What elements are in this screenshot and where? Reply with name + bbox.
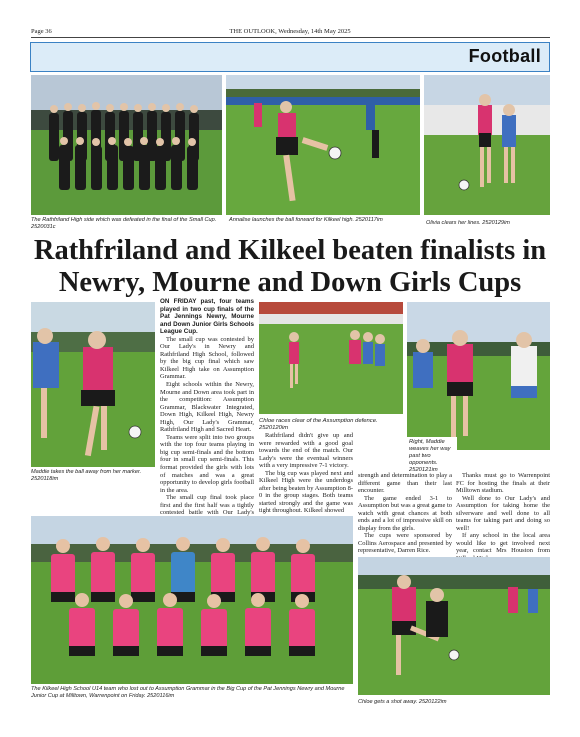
article-paragraph: The small cup was contested by Our Lady's in Newry and Rathfriland High School, followed by the big cup final which saw Kilkeel High take on Assumption Grammar.: [160, 335, 254, 381]
article-paragraph: strength and determination to play a different game than their last encounter.: [358, 472, 452, 495]
caption-top-right: Olivia clears her lines. 2520129im: [426, 220, 510, 226]
caption-top-left: The Rathfriland High side which was defeated in the final of the Small Cup. 2520031c: [31, 217, 217, 230]
article-paragraph: Rathfriland didn't give up and were rewarded with a good goal towards the end of the match. Our Lady's were the eventual winners with a very impressive 7-1 victory.: [259, 432, 353, 470]
caption-bottom-left: The Kilkeel High School U14 team who lost out to Assumption Grammar in the Big Cup of the Pat Jennings Newry and Mourne Junior Cup at Milltown, Warrenpoint on Friday. 2520116im: [31, 686, 345, 699]
article-column-2: [259, 432, 353, 515]
photo-chloe-races: [259, 302, 403, 414]
article-lead-paragraph: ON FRIDAY past, four teams played in two cup finals of the Pat Jennings Newry, Mourne and Down Junior Girls Schools League Cup.: [160, 298, 254, 336]
caption-mid-center: Chloe races clear of the Assumption defence. 2520120im: [259, 418, 378, 431]
article-paragraph: Thanks must go to Warrenpoint FC for hosting the finals at their Milltown stadium.: [456, 472, 550, 495]
photo-annalise-kick: [226, 75, 420, 215]
caption-top-middle: Annalise launches the ball forward for Kilkeel high. 2520117im: [229, 217, 383, 223]
article-paragraph: The cups were sponsored by Collins Aerospace and presented by representative, Darren Rice.: [358, 532, 452, 555]
masthead: THE OUTLOOK, Wednesday, 14th May 2025: [229, 28, 351, 35]
article-paragraph: The small cup final took place first and the first half was a tightly contested battle with Our Lady's: [160, 494, 254, 517]
section-banner: [30, 42, 550, 72]
article-paragraph: Well done to Our Lady's and Assumption for taking home the silverware and well done to all teams for taking part and doing so well!: [456, 494, 550, 532]
article-paragraph: The game ended 3-1 to Assumption but was a great game to watch with great chances at both ends and a lot of impressive skill on display from the girls.: [358, 494, 452, 532]
section-label: Football: [468, 46, 541, 66]
article-column-3: [358, 472, 452, 555]
article-paragraph: Eight schools within the Newry, Mourne and Down area took part in the competition: Assumption Grammar, Blackwater Integrated, Down High, Kilkeel High, Newry High, Our Lady's Grammar, Rathfriland High and Sacred Heart.: [160, 381, 254, 434]
caption-mid-right: Right, Maddie weaves her way past two opponents. 2520121im: [407, 437, 457, 476]
headline: Rathfriland and Kilkeel beaten finalists in Newry, Mourne and Down Girls Cups: [33, 235, 547, 298]
photo-olivia-clears: [424, 75, 550, 215]
article-column-1: [160, 298, 254, 547]
photo-chloe-shot: [358, 557, 550, 695]
article-paragraph: Teams were split into two groups with the top four teams playing in big cup semi-finals and the bottom four in small cup semi-finals. This format provided the girls with lots of matches and was a great opportunity to develop girls football in the area.: [160, 433, 254, 494]
caption-bottom-right: Chloe gets a shot away. 2520122im: [358, 699, 447, 705]
article-column-4: [456, 472, 550, 563]
header-rule: [31, 37, 550, 38]
photo-maddie-weaves: [407, 302, 550, 450]
photo-maddie-tackle: [31, 302, 155, 467]
photo-rathfriland-team: [31, 75, 222, 215]
photo-kilkeel-u14-team: [31, 516, 353, 684]
caption-mid-left: Maddie takes the ball away from her marker. 2520118im: [31, 469, 142, 482]
page-number: Page 36: [31, 28, 52, 35]
article-paragraph: If any school in the local area would like to get involved next year, contact Mrs Houston from: [456, 532, 550, 555]
article-paragraph: The big cup was played next and Kilkeel High were the underdogs after being beaten by Assumption 8-0 in the group stages. Both teams started strongly and the game was tight throughout. Kilkeel showed: [259, 469, 353, 515]
